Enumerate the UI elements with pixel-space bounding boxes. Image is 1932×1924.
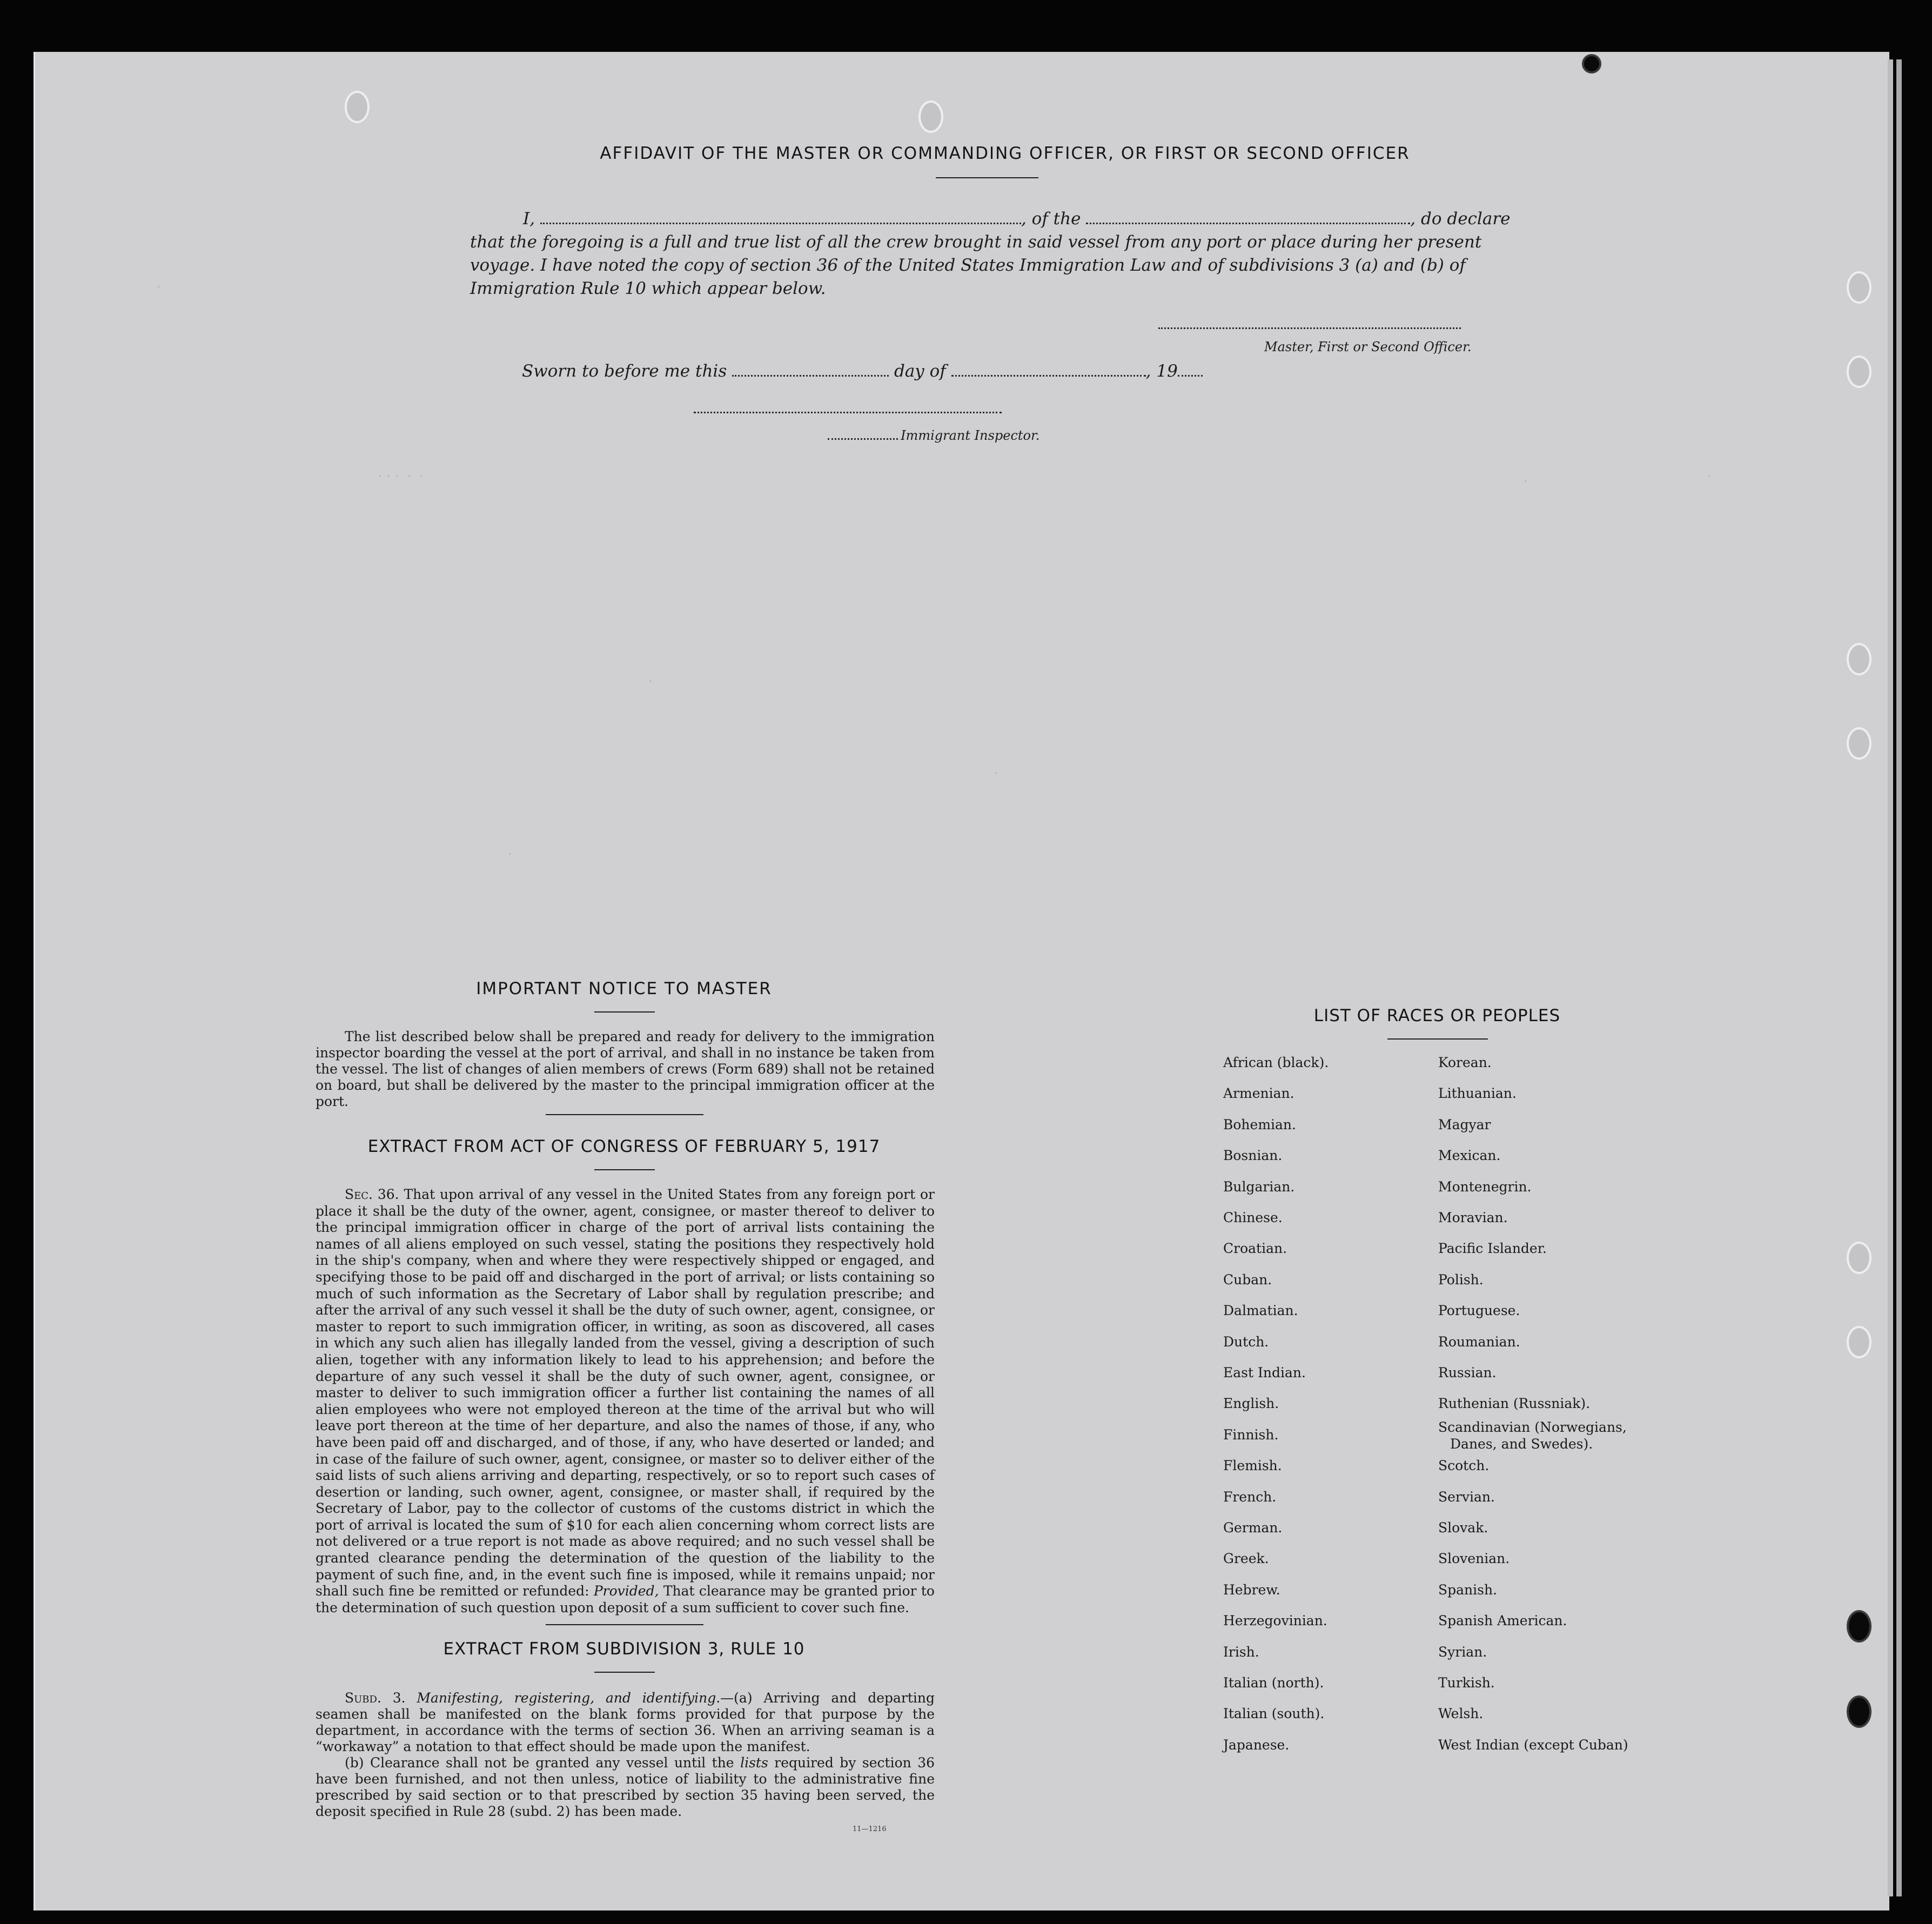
race-item: French. [1223,1489,1277,1505]
bleed-through-mark: . [157,276,161,291]
race-item-continuation: Danes, and Swedes). [1450,1436,1593,1452]
punch-hole-icon [1847,1610,1871,1643]
race-item: Magyar [1438,1116,1491,1132]
notice-underline [594,1011,655,1013]
bleed-through-mark: . . . . . [378,465,424,480]
rule-paragraph-b [316,1755,935,1820]
inspector-name-field[interactable] [828,438,898,440]
race-item: Dutch. [1223,1333,1269,1350]
affidavit-line-2: that the foregoing is a full and true list of all the crew brought in said vessel from any port or place during her present [470,232,1482,252]
race-item: Croatian. [1223,1241,1287,1257]
subd-label: Subd. 3. [345,1690,406,1706]
race-item: Italian (north). [1223,1675,1324,1691]
section-divider [546,1624,703,1625]
declare-i: I, [523,209,535,229]
race-item: West Indian (except Cuban) [1438,1737,1628,1753]
race-item: Bohemian. [1223,1116,1296,1132]
notice-title: IMPORTANT NOTICE TO MASTER [476,979,772,998]
vessel-field[interactable] [1086,223,1410,224]
race-item: Spanish American. [1438,1613,1567,1629]
punch-hole-icon [1847,727,1871,760]
page-edge-right-outer [1896,59,1902,1896]
race-item: Pacific Islander. [1438,1241,1547,1257]
bleed-through-mark: . [1524,470,1528,485]
section-label: Sec. 36. [345,1186,399,1202]
race-item: Italian (south). [1223,1706,1325,1722]
rule-paragraph-a [316,1690,935,1755]
inspector-signature-field[interactable] [694,412,1002,413]
race-item: Flemish. [1223,1458,1282,1474]
act-underline [594,1169,655,1170]
inspector-label-line [828,428,1039,443]
race-item: Dalmatian. [1223,1303,1298,1319]
rule-underline [594,1672,655,1673]
race-item: Finnish. [1223,1426,1279,1443]
race-item: Scotch. [1438,1458,1490,1474]
rule-title: EXTRACT FROM SUBDIVISION 3, RULE 10 [443,1639,805,1659]
bleed-through-mark: . [648,670,653,685]
master-signature-field[interactable] [1158,327,1461,329]
declaration-line [470,207,1511,231]
race-item: Lithuanian. [1438,1085,1517,1102]
race-item: Bulgarian. [1223,1178,1295,1195]
race-item: Hebrew. [1223,1581,1280,1598]
race-item: Syrian. [1438,1644,1487,1660]
bleed-through-mark: . [994,762,998,777]
races-title: LIST OF RACES OR PEOPLES [1313,1006,1561,1025]
para-b-text-1: (b) Clearance shall not be granted any vessel until the [345,1755,741,1771]
race-item: Scandinavian (Norwegians, [1438,1419,1627,1435]
declare-of-the: , of the [1021,209,1081,229]
affidavit-line-4: Immigration Rule 10 which appear below. [470,279,826,298]
punch-hole-icon [1847,1326,1871,1358]
race-item: German. [1223,1520,1283,1536]
race-item: Portuguese. [1438,1303,1520,1319]
para-b-text-2: required by section 36 have been furnished, and not then unless, notice of liability to the administrative fine prescribed by said section or to that prescribed by section 35 having been served, the deposit specified in Rule 28 (subd. 2) has been made. [316,1755,935,1819]
race-item: Servian. [1438,1489,1495,1505]
races-underline [1387,1038,1488,1040]
sworn-month-field[interactable] [951,375,1146,377]
rule-text [316,1690,935,1820]
punch-hole-icon [1847,1242,1871,1274]
punch-hole-icon [1582,54,1601,73]
sworn-line [522,360,1203,383]
affidavit-body [470,207,1511,300]
name-field[interactable] [540,223,1021,224]
race-item: East Indian. [1223,1365,1306,1380]
act-title: EXTRACT FROM ACT OF CONGRESS OF FEBRUARY 5, 1917 [367,1137,881,1156]
race-item: Slovak. [1438,1520,1488,1536]
subd-italic: Manifesting, registering, and identifying. [417,1690,721,1706]
race-item: Chinese. [1223,1210,1283,1225]
page-edge-right [1888,59,1893,1896]
race-item: Roumanian. [1438,1333,1520,1350]
race-item: Greek. [1223,1551,1269,1567]
sworn-day-field[interactable] [732,375,889,377]
race-item: Japanese. [1223,1737,1290,1753]
race-item: Montenegrin. [1438,1178,1532,1195]
sworn-year-field[interactable] [1178,375,1203,377]
bleed-through-mark: . [508,843,512,858]
form-number: 11—1216 [853,1825,887,1833]
race-item: Polish. [1438,1271,1484,1288]
race-item: Ruthenian (Russniak). [1438,1396,1591,1412]
act-text [316,1186,935,1616]
title-underline [936,177,1038,178]
provided-label: Provided, [593,1583,659,1599]
race-item: English. [1223,1396,1279,1412]
sworn-year: , 19 [1145,361,1178,381]
race-item: Bosnian. [1223,1148,1283,1164]
race-item: Korean. [1438,1055,1492,1070]
document-sheet [33,52,1889,1910]
act-text-end: That clearance may be granted prior to the determination of such question upon deposit of a sum sufficient to cover such fine. [316,1583,935,1615]
race-item: Turkish. [1438,1675,1495,1691]
race-item: Cuban. [1223,1271,1272,1288]
race-item: Welsh. [1438,1706,1484,1722]
act-text-main: That upon arrival of any vessel in the United States from any foreign port or place it shall be the duty of the owner, agent, consignee, or master thereof to deliver to the principal immigration officer in charge of the port of arrival lists containing the names of all aliens employed on such vessel, stating the positions they respectively hold in the ship's company, when and where they were respectively shipped or engaged, and specifying those to be paid off and discharged in the port of arrival; or lists containing so much of such information as the Secretary of Labor shall by regulation prescribe; and after the arrival of any such vessel it shall be the duty of such owner, agent, consignee, or master to report to such immigration officer, in writing, as soon as discovered, all cases in which any such alien has illegally landed from the vessel, giving a description of such alien, together with any information likely to lead to his apprehension; and before the departure of any such vessel it shall be the duty of such owner, agent, consignee, or master to deliver to such immigration officer a further list containing the names of all alien employees who were not employed thereon at the time of the arrival but who will leave port thereon at the time of her departure, and also the names of those, if any, who have been paid off and discharged, and of those, if any, who have deserted or landed; and in case of the failure of such owner, agent, consignee, or master so to deliver either of the said lists of such aliens arriving and departing, respectively, or so to report such cases of desertion or landing, such owner, agent, consignee, or master shall, if required by the Secretary of Labor, pay to the collector of customs of the customs district in which the port of arrival is located the sum of $10 for each alien concerning whom correct lists are not delivered or a true report is not made as above required; and no such vessel shall be granted clearance pending the determination of the question of the liability to the payment of such fine, and, in the event such fine is imposed, while it remains unpaid; nor shall such fine be remitted or refunded: [316,1186,935,1599]
punch-hole-icon [918,100,943,133]
sworn-prefix: Sworn to before me this [522,361,727,381]
para-a-text: —(a) Arriving and departing seamen shall be manifested on the blank forms provided for that purpose by the department, in accordance with the terms of section 36. When an arriving seaman is a “workaway” a notation to that effect should be made upon the manifest. [316,1690,935,1754]
punch-hole-icon [1847,643,1871,675]
declare-do-declare: , do declare [1410,209,1511,229]
notice-text: The list described below shall be prepared and ready for delivery to the immigration inspector boarding the vessel at the port of arrival, and shall in no instance be taken from the vessel. The list of changes of alien members of crews (Form 689) shall not be retained on board, but shall be delivered by the master to the principal immigration officer at the port. [316,1029,935,1109]
race-item: Spanish. [1438,1581,1498,1598]
punch-hole-icon [345,91,370,123]
sworn-day-of: day of [894,361,946,381]
affidavit-title: AFFIDAVIT OF THE MASTER OR COMMANDING OFFICER, OR FIRST OR SECOND OFFICER [600,144,1410,163]
race-item: Mexican. [1438,1148,1501,1164]
race-item: Slovenian. [1438,1551,1510,1567]
race-item: Russian. [1438,1365,1497,1380]
punch-hole-icon [1847,271,1871,304]
inspector-label: Immigrant Inspector. [901,428,1040,443]
race-item: Armenian. [1223,1085,1294,1102]
punch-hole-icon [1847,1695,1871,1728]
bleed-through-mark: . [1707,465,1712,480]
para-b-lists: lists [740,1755,768,1771]
master-signature-label: Master, First or Second Officer. [1264,339,1472,354]
race-item: African (black). [1223,1055,1329,1070]
section-divider [546,1114,703,1115]
race-item: Herzegovinian. [1223,1613,1327,1629]
race-item: Irish. [1223,1644,1259,1660]
race-item: Moravian. [1438,1210,1508,1225]
punch-hole-icon [1847,356,1871,388]
affidavit-line-3: voyage. I have noted the copy of section 36 of the United States Immigration Law and of subdivisions 3 (a) and (b) of [470,256,1466,275]
